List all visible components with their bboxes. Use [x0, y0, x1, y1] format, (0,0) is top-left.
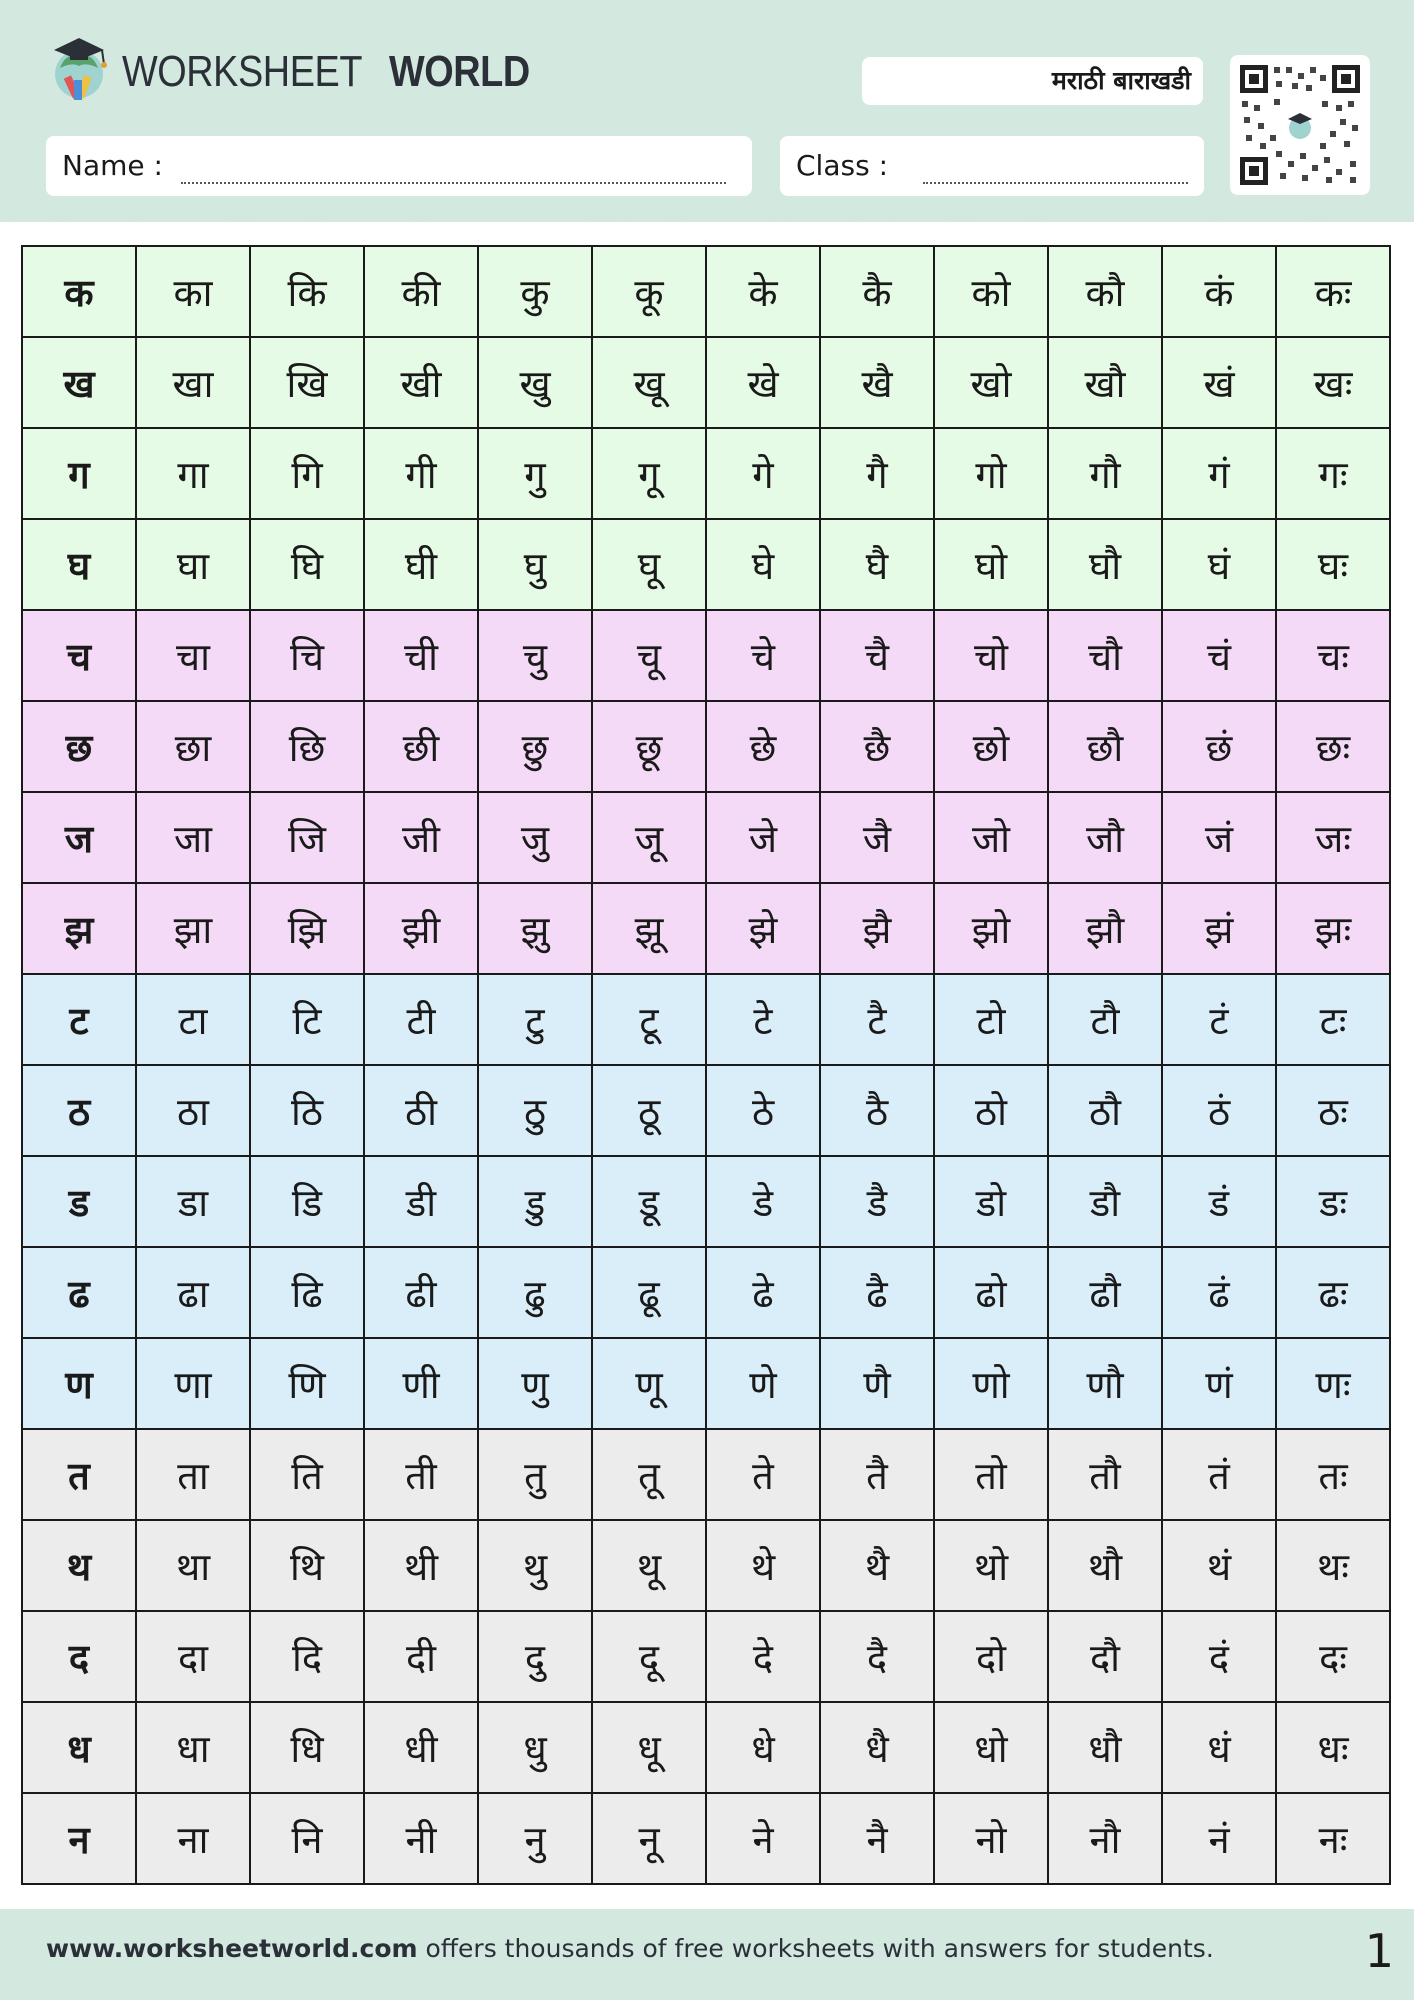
syllable-cell: छै	[820, 701, 934, 792]
syllable-cell: गि	[250, 428, 364, 519]
syllable-cell: घा	[136, 519, 250, 610]
syllable-cell: टि	[250, 974, 364, 1065]
syllable-cell: झौ	[1048, 883, 1162, 974]
table-row	[22, 1520, 1390, 1611]
syllable-cell: नी	[364, 1793, 478, 1884]
syllable-cell: नै	[820, 1793, 934, 1884]
syllable-cell: गू	[592, 428, 706, 519]
torn-edge-decoration	[0, 208, 1414, 230]
syllable-cell: घै	[820, 519, 934, 610]
syllable-cell: खो	[934, 337, 1048, 428]
syllable-cell: धा	[136, 1702, 250, 1793]
syllable-cell: ढो	[934, 1247, 1048, 1338]
syllable-cell: णः	[1276, 1338, 1390, 1429]
syllable-cell: ता	[136, 1429, 250, 1520]
qr-code-box	[1230, 55, 1370, 195]
syllable-cell: तू	[592, 1429, 706, 1520]
syllable-cell: घु	[478, 519, 592, 610]
syllable-cell: तु	[478, 1429, 592, 1520]
syllable-cell: झै	[820, 883, 934, 974]
syllable-cell: गे	[706, 428, 820, 519]
syllable-cell: टः	[1276, 974, 1390, 1065]
syllable-cell: नो	[934, 1793, 1048, 1884]
syllable-cell: तः	[1276, 1429, 1390, 1520]
syllable-cell: जे	[706, 792, 820, 883]
syllable-cell: जु	[478, 792, 592, 883]
syllable-cell: को	[934, 246, 1048, 337]
syllable-cell: जः	[1276, 792, 1390, 883]
syllable-cell: दी	[364, 1611, 478, 1702]
brand-name	[122, 44, 553, 100]
syllable-cell: जो	[934, 792, 1048, 883]
topic-box	[862, 57, 1203, 105]
syllable-cell: धौ	[1048, 1702, 1162, 1793]
qr-code-icon	[1240, 65, 1360, 185]
class-writing-line	[923, 182, 1188, 184]
syllable-cell: की	[364, 246, 478, 337]
table-row	[22, 519, 1390, 610]
class-field[interactable]	[780, 136, 1204, 196]
syllable-cell: खै	[820, 337, 934, 428]
syllable-cell: था	[136, 1520, 250, 1611]
name-label: Name :	[62, 149, 163, 182]
syllable-cell: जं	[1162, 792, 1276, 883]
syllable-cell: झी	[364, 883, 478, 974]
syllable-cell: ढः	[1276, 1247, 1390, 1338]
base-consonant-cell: ड	[22, 1156, 136, 1247]
syllable-cell: णौ	[1048, 1338, 1162, 1429]
syllable-cell: थु	[478, 1520, 592, 1611]
syllable-cell: दू	[592, 1611, 706, 1702]
barakhadi-table	[21, 245, 1391, 1885]
syllable-cell: गी	[364, 428, 478, 519]
syllable-cell: नु	[478, 1793, 592, 1884]
syllable-cell: णो	[934, 1338, 1048, 1429]
syllable-cell: टो	[934, 974, 1048, 1065]
syllable-cell: कः	[1276, 246, 1390, 337]
syllable-cell: खौ	[1048, 337, 1162, 428]
table-row	[22, 701, 1390, 792]
syllable-cell: घं	[1162, 519, 1276, 610]
syllable-cell: छं	[1162, 701, 1276, 792]
syllable-cell: चै	[820, 610, 934, 701]
base-consonant-cell: ट	[22, 974, 136, 1065]
syllable-cell: धु	[478, 1702, 592, 1793]
syllable-cell: टी	[364, 974, 478, 1065]
syllable-cell: दौ	[1048, 1611, 1162, 1702]
syllable-cell: डै	[820, 1156, 934, 1247]
syllable-cell: तं	[1162, 1429, 1276, 1520]
syllable-cell: जी	[364, 792, 478, 883]
syllable-cell: छा	[136, 701, 250, 792]
base-consonant-cell: क	[22, 246, 136, 337]
syllable-cell: झे	[706, 883, 820, 974]
base-consonant-cell: द	[22, 1611, 136, 1702]
table-row	[22, 1065, 1390, 1156]
base-consonant-cell: ख	[22, 337, 136, 428]
syllable-cell: णु	[478, 1338, 592, 1429]
syllable-cell: दे	[706, 1611, 820, 1702]
table-row	[22, 792, 1390, 883]
syllable-cell: धं	[1162, 1702, 1276, 1793]
footer-site-link[interactable]: www.worksheetworld.com	[46, 1934, 418, 1963]
syllable-cell: का	[136, 246, 250, 337]
syllable-cell: चि	[250, 610, 364, 701]
footer-band	[0, 1909, 1414, 2000]
syllable-cell: चु	[478, 610, 592, 701]
syllable-cell: ठौ	[1048, 1065, 1162, 1156]
syllable-cell: झु	[478, 883, 592, 974]
syllable-cell: घौ	[1048, 519, 1162, 610]
syllable-cell: घे	[706, 519, 820, 610]
syllable-cell: धै	[820, 1702, 934, 1793]
syllable-cell: छौ	[1048, 701, 1162, 792]
syllable-cell: डी	[364, 1156, 478, 1247]
syllable-cell: टा	[136, 974, 250, 1065]
syllable-cell: चं	[1162, 610, 1276, 701]
syllable-cell: थि	[250, 1520, 364, 1611]
table-row	[22, 1793, 1390, 1884]
base-consonant-cell: ढ	[22, 1247, 136, 1338]
syllable-cell: थै	[820, 1520, 934, 1611]
syllable-cell: ढै	[820, 1247, 934, 1338]
syllable-cell: दि	[250, 1611, 364, 1702]
syllable-cell: जू	[592, 792, 706, 883]
class-label: Class :	[796, 149, 888, 182]
syllable-cell: नं	[1162, 1793, 1276, 1884]
table-row	[22, 1429, 1390, 1520]
syllable-cell: झू	[592, 883, 706, 974]
syllable-cell: घी	[364, 519, 478, 610]
syllable-cell: ठो	[934, 1065, 1048, 1156]
table-row	[22, 883, 1390, 974]
syllable-cell: टं	[1162, 974, 1276, 1065]
base-consonant-cell: छ	[22, 701, 136, 792]
table-row	[22, 974, 1390, 1065]
syllable-cell: जै	[820, 792, 934, 883]
syllable-cell: नः	[1276, 1793, 1390, 1884]
base-consonant-cell: ण	[22, 1338, 136, 1429]
syllable-cell: ची	[364, 610, 478, 701]
syllable-cell: खं	[1162, 337, 1276, 428]
syllable-cell: दो	[934, 1611, 1048, 1702]
syllable-cell: णी	[364, 1338, 478, 1429]
syllable-cell: छु	[478, 701, 592, 792]
syllable-cell: ती	[364, 1429, 478, 1520]
syllable-cell: डा	[136, 1156, 250, 1247]
table-row	[22, 1702, 1390, 1793]
syllable-cell: जा	[136, 792, 250, 883]
syllable-cell: डं	[1162, 1156, 1276, 1247]
syllable-cell: गै	[820, 428, 934, 519]
syllable-cell: खु	[478, 337, 592, 428]
base-consonant-cell: त	[22, 1429, 136, 1520]
syllable-cell: ते	[706, 1429, 820, 1520]
syllable-cell: णू	[592, 1338, 706, 1429]
syllable-cell: गौ	[1048, 428, 1162, 519]
base-consonant-cell: ज	[22, 792, 136, 883]
table-row	[22, 337, 1390, 428]
table-row	[22, 610, 1390, 701]
syllable-cell: चौ	[1048, 610, 1162, 701]
syllable-cell: ढं	[1162, 1247, 1276, 1338]
syllable-cell: तै	[820, 1429, 934, 1520]
syllable-cell: डि	[250, 1156, 364, 1247]
syllable-cell: दा	[136, 1611, 250, 1702]
syllable-cell: टु	[478, 974, 592, 1065]
syllable-cell: छि	[250, 701, 364, 792]
syllable-cell: झः	[1276, 883, 1390, 974]
syllable-cell: थी	[364, 1520, 478, 1611]
syllable-cell: गु	[478, 428, 592, 519]
syllable-cell: ठै	[820, 1065, 934, 1156]
syllable-cell: धो	[934, 1702, 1048, 1793]
footer-tagline: offers thousands of free worksheets with answers for students.	[417, 1934, 1214, 1963]
syllable-cell: कू	[592, 246, 706, 337]
syllable-cell: जौ	[1048, 792, 1162, 883]
syllable-cell: खी	[364, 337, 478, 428]
syllable-cell: थं	[1162, 1520, 1276, 1611]
name-writing-line	[181, 182, 726, 184]
syllable-cell: घः	[1276, 519, 1390, 610]
syllable-cell: धू	[592, 1702, 706, 1793]
syllable-cell: ढु	[478, 1247, 592, 1338]
syllable-cell: ढी	[364, 1247, 478, 1338]
syllable-cell: चे	[706, 610, 820, 701]
syllable-cell: ठे	[706, 1065, 820, 1156]
syllable-cell: झा	[136, 883, 250, 974]
syllable-cell: णा	[136, 1338, 250, 1429]
syllable-cell: दु	[478, 1611, 592, 1702]
syllable-cell: ना	[136, 1793, 250, 1884]
brand-bold: WORLD	[388, 47, 530, 96]
name-field[interactable]	[46, 136, 752, 196]
syllable-cell: कि	[250, 246, 364, 337]
syllable-cell: घू	[592, 519, 706, 610]
table-row	[22, 1611, 1390, 1702]
syllable-cell: गो	[934, 428, 1048, 519]
table-row	[22, 246, 1390, 337]
syllable-cell: तौ	[1048, 1429, 1162, 1520]
syllable-cell: ढू	[592, 1247, 706, 1338]
syllable-cell: टे	[706, 974, 820, 1065]
syllable-cell: गं	[1162, 428, 1276, 519]
syllable-cell: थे	[706, 1520, 820, 1611]
syllable-cell: झो	[934, 883, 1048, 974]
syllable-cell: चू	[592, 610, 706, 701]
syllable-cell: गः	[1276, 428, 1390, 519]
syllable-cell: ठं	[1162, 1065, 1276, 1156]
table-row	[22, 1338, 1390, 1429]
base-consonant-cell: ग	[22, 428, 136, 519]
syllable-cell: णे	[706, 1338, 820, 1429]
syllable-cell: छः	[1276, 701, 1390, 792]
syllable-cell: खि	[250, 337, 364, 428]
syllable-cell: ठः	[1276, 1065, 1390, 1156]
syllable-cell: थो	[934, 1520, 1048, 1611]
base-consonant-cell: न	[22, 1793, 136, 1884]
table-row	[22, 428, 1390, 519]
base-consonant-cell: घ	[22, 519, 136, 610]
syllable-cell: घि	[250, 519, 364, 610]
syllable-cell: ति	[250, 1429, 364, 1520]
syllable-cell: डौ	[1048, 1156, 1162, 1247]
syllable-cell: खः	[1276, 337, 1390, 428]
syllable-cell: कु	[478, 246, 592, 337]
base-consonant-cell: ठ	[22, 1065, 136, 1156]
topic-title: मराठी बाराखडी	[1051, 66, 1191, 95]
syllable-cell: नि	[250, 1793, 364, 1884]
syllable-cell: झि	[250, 883, 364, 974]
syllable-cell: चः	[1276, 610, 1390, 701]
worksheet-world-logo-icon	[46, 32, 112, 104]
syllable-cell: णि	[250, 1338, 364, 1429]
syllable-cell: गा	[136, 428, 250, 519]
base-consonant-cell: थ	[22, 1520, 136, 1611]
base-consonant-cell: झ	[22, 883, 136, 974]
syllable-cell: छी	[364, 701, 478, 792]
table-row	[22, 1156, 1390, 1247]
syllable-cell: छो	[934, 701, 1048, 792]
syllable-cell: ठु	[478, 1065, 592, 1156]
syllable-cell: दै	[820, 1611, 934, 1702]
syllable-cell: के	[706, 246, 820, 337]
syllable-cell: धे	[706, 1702, 820, 1793]
syllable-cell: ठी	[364, 1065, 478, 1156]
syllable-cell: डः	[1276, 1156, 1390, 1247]
syllable-cell: खू	[592, 337, 706, 428]
syllable-cell: छू	[592, 701, 706, 792]
table-row	[22, 1247, 1390, 1338]
syllable-cell: थू	[592, 1520, 706, 1611]
syllable-cell: ढौ	[1048, 1247, 1162, 1338]
syllable-cell: थः	[1276, 1520, 1390, 1611]
syllable-cell: णं	[1162, 1338, 1276, 1429]
footer-text	[46, 1909, 1214, 2000]
syllable-cell: ढा	[136, 1247, 250, 1338]
syllable-cell: कै	[820, 246, 934, 337]
syllable-cell: डू	[592, 1156, 706, 1247]
base-consonant-cell: ध	[22, 1702, 136, 1793]
syllable-cell: ठि	[250, 1065, 364, 1156]
syllable-cell: दं	[1162, 1611, 1276, 1702]
syllable-cell: डे	[706, 1156, 820, 1247]
syllable-cell: धि	[250, 1702, 364, 1793]
syllable-cell: चा	[136, 610, 250, 701]
syllable-cell: खे	[706, 337, 820, 428]
syllable-cell: धः	[1276, 1702, 1390, 1793]
syllable-cell: कौ	[1048, 246, 1162, 337]
syllable-cell: ठू	[592, 1065, 706, 1156]
syllable-cell: दः	[1276, 1611, 1390, 1702]
syllable-cell: टौ	[1048, 974, 1162, 1065]
syllable-cell: नू	[592, 1793, 706, 1884]
base-consonant-cell: च	[22, 610, 136, 701]
syllable-cell: टू	[592, 974, 706, 1065]
syllable-cell: झं	[1162, 883, 1276, 974]
syllable-cell: कं	[1162, 246, 1276, 337]
syllable-cell: नौ	[1048, 1793, 1162, 1884]
syllable-cell: जि	[250, 792, 364, 883]
syllable-cell: टै	[820, 974, 934, 1065]
syllable-cell: णै	[820, 1338, 934, 1429]
syllable-cell: ढे	[706, 1247, 820, 1338]
syllable-cell: थौ	[1048, 1520, 1162, 1611]
syllable-cell: ठा	[136, 1065, 250, 1156]
syllable-cell: घो	[934, 519, 1048, 610]
syllable-cell: खा	[136, 337, 250, 428]
syllable-cell: तो	[934, 1429, 1048, 1520]
syllable-cell: डो	[934, 1156, 1048, 1247]
syllable-cell: धी	[364, 1702, 478, 1793]
syllable-cell: डु	[478, 1156, 592, 1247]
syllable-cell: छे	[706, 701, 820, 792]
page-number: 1	[1364, 1924, 1394, 1978]
syllable-cell: ढि	[250, 1247, 364, 1338]
syllable-cell: ने	[706, 1793, 820, 1884]
syllable-cell: चो	[934, 610, 1048, 701]
brand-light: WORKSHEET	[122, 47, 363, 96]
